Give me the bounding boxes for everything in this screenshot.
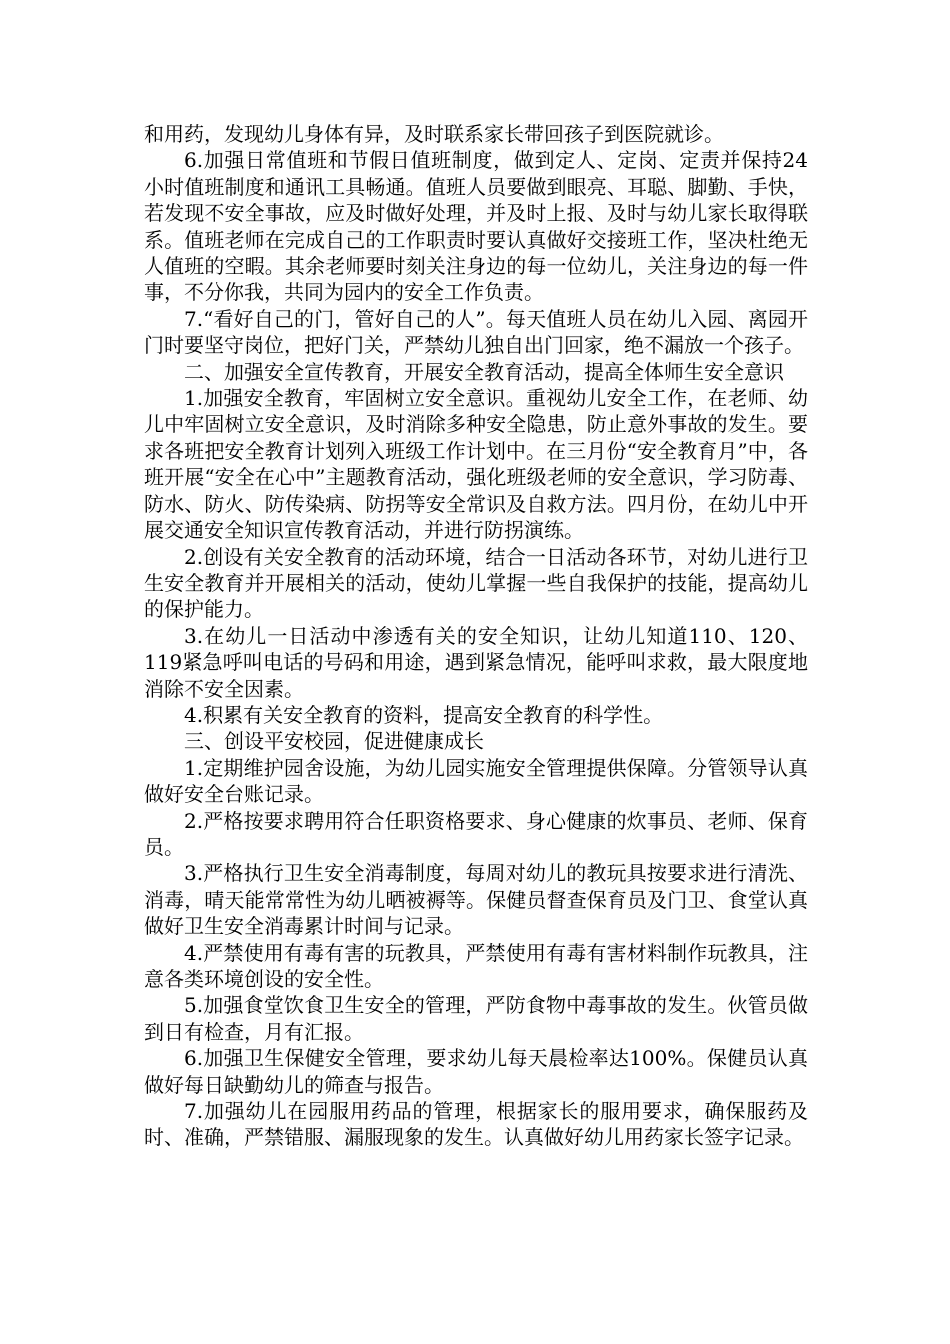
paragraph-activity-environment: 2.创设有关安全教育的活动环境，结合一日活动各环节，对幼儿进行卫生安全教育并开展相关的活动，使幼儿掌握一些自我保护的技能，提高幼儿的保护能力。: [144, 544, 808, 622]
paragraph-gate-watch: 7.“看好自己的门，管好自己的人”。每天值班人员在幼儿入园、离园开门时要坚守岗位，把好门关，严禁幼儿独自出门回家，绝不漏放一个孩子。: [144, 306, 808, 358]
section-heading-safety-education: 二、加强安全宣传教育，开展安全教育活动，提高全体师生安全意识: [184, 359, 784, 384]
paragraph-safety-awareness: 1.加强安全教育，牢固树立安全意识。重视幼儿安全工作，在老师、幼儿中牢固树立安全意识，及时消除多种安全隐患，防止意外事故的发生。要求各班把安全教育计划列入班级工作计划中。在三月份“安全教育月”中，各班开展“安全在心中”主题教育活动，强化班级老师的安全意识，学习防毒、防水、防火、防传染病、防拐等安全常识及自救方法。四月份，在幼儿中开展交通安全知识宣传教育活动，并进行防拐演练。: [144, 386, 808, 543]
paragraph-staff-hiring: 2.严格按要求聘用符合任职资格要求、身心健康的炊事员、老师、保育员。: [144, 808, 808, 859]
paragraph-facility-maintenance: 1.定期维护园舍设施，为幼儿园实施安全管理提供保障。分管领导认真做好安全台账记录。: [144, 755, 808, 807]
paragraph-medication: 7.加强幼儿在园服用药品的管理，根据家长的服用要求，确保服药及时、准确，严禁错服、漏服现象的发生。认真做好幼儿用药家长签字记录。: [144, 1099, 808, 1150]
section-heading-safe-campus: 三、创设平安校园，促进健康成长: [184, 729, 484, 754]
paragraph-toy-safety: 4.严禁使用有毒有害的玩教具，严禁使用有毒有害材料制作玩教具，注意各类环境创设的安全性。: [144, 940, 808, 991]
paragraph-health-check: 6.加强卫生保健安全管理，要求幼儿每天晨检率达100%。保健员认真做好每日缺勤幼儿的筛查与报告。: [144, 1046, 808, 1097]
document-body: [144, 121, 808, 1151]
paragraph-emergency-numbers: 3.在幼儿一日活动中渗透有关的安全知识，让幼儿知道110、120、119紧急呼叫电话的号码和用途，遇到紧急情况，能呼叫求救，最大限度地消除不安全因素。: [144, 623, 808, 701]
paragraph-duty-system: 6.加强日常值班和节假日值班制度，做到定人、定岗、定责并保持24小时值班制度和通讯工具畅通。值班人员要做到眼亮、耳聪、脚勤、手快，若发现不安全事故，应及时做好处理，并及时上报、及时与幼儿家长取得联系。值班老师在完成自己的工作职责时要认真做好交接班工作，坚决杜绝无人值班的空暇。其余老师要时刻关注身边的每一位幼儿，关注身边的每一件事，不分你我，共同为园内的安全工作负责。: [144, 148, 808, 305]
paragraph-disinfection: 3.严格执行卫生安全消毒制度，每周对幼儿的教玩具按要求进行清洗、消毒，晴天能常常性为幼儿晒被褥等。保健员督查保育员及门卫、食堂认真做好卫生安全消毒累计时间与记录。: [144, 861, 808, 939]
paragraph-canteen-safety: 5.加强食堂饮食卫生安全的管理，严防食物中毒事故的发生。伙管员做到日有检查，月有汇报。: [144, 993, 808, 1044]
paragraph-continuation: 和用药，发现幼儿身体有异，及时联系家长带回孩子到医院就诊。: [144, 122, 724, 146]
paragraph-education-materials: 4.积累有关安全教育的资料，提高安全教育的科学性。: [184, 702, 664, 727]
